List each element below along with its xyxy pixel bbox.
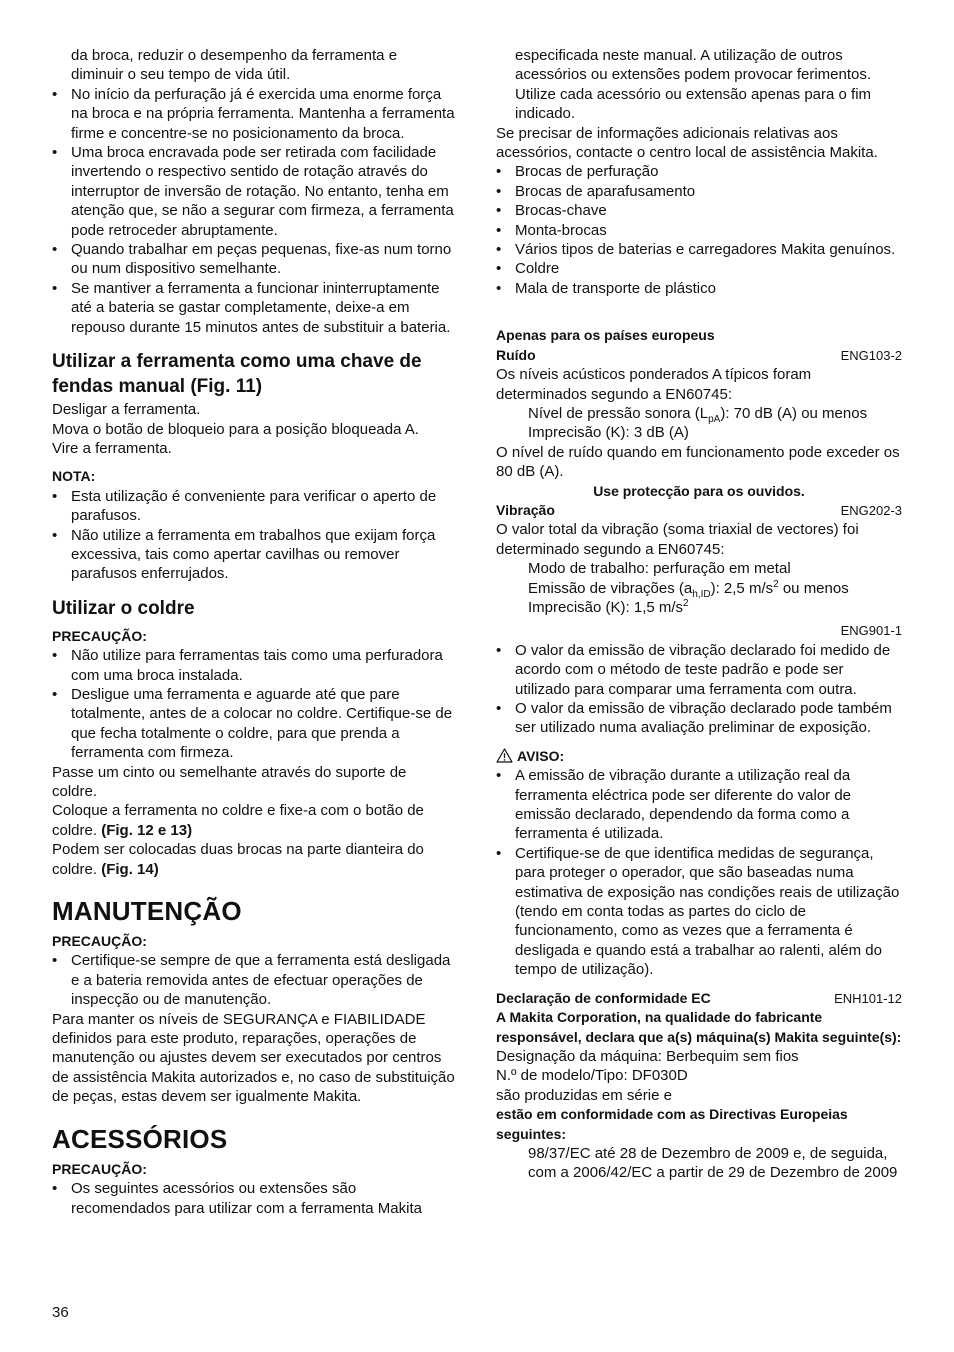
list-item: • O valor da emissão de vibração declarado pode também ser utilizado numa avaliação preliminar de exposição. [496,699,902,738]
caution-label: PRECAUÇÃO: [52,933,147,950]
list-item: • O valor da emissão de vibração declarado foi medido de acordo com o método de teste padrão e pode ser utilizado para comparar uma ferramenta com outra. [496,641,902,699]
paragraph: Passe um cinto ou semelhante através do suporte de coldre. [52,763,407,800]
warning-label: AVISO: [496,747,902,766]
paragraph-line: Vire a ferramenta. [52,439,172,457]
caution-label: PRECAUÇÃO: [52,627,147,644]
code-eng103: ENG103-2 [840,347,902,363]
continued-line-2: diminuir o seu tempo de vida útil. [71,66,291,84]
maintenance-caution-list [52,951,455,1009]
directive-text: 98/37/EC até 28 de Dezembro de 2009 e, de seguida, com a 2006/42/EC a partir de 29 de Dezembro de 2009 [528,1144,898,1182]
work-mode-line: Modo de trabalho: perfuração em metal [528,560,791,578]
caution-label: PRECAUÇÃO: [52,1160,147,1177]
list-item: • No início da perfuração já é exercida uma enorme força na broca e na própria ferramenta. Mantenha a ferramenta firme e concentre-se no posicionamento da broca. [52,85,455,143]
accessories-caution-list [52,1179,455,1218]
heading-holster: Utilizar o coldre [52,597,195,619]
paragraph: O valor total da vibração (soma triaxial de vectores) foi determinado segundo a EN60745: [496,521,859,558]
list-item: • Brocas de aparafusamento [496,182,902,201]
model-type: N.º de modelo/Tipo: DF030D [496,1067,688,1085]
list-item: • Brocas de perfuração [496,162,902,181]
figure-reference: (Fig. 14) [101,860,159,878]
warning-list [496,766,902,979]
vibration-emission-line: Emissão de vibrações $(a_{h,ID})$: 2,5 $m/s^2$ ou menos [528,578,849,600]
right-column [496,46,902,1183]
paragraph-line: Mova o botão de bloqueio para a posição bloqueada A. [52,420,419,438]
declaration-statement: A Makita Corporation, na qualidade do fabricante responsável, declara que a(s) máquina(s) Makita seguinte(s): [496,1009,902,1045]
declaration-heading: ENH101-12 Declaração de conformidade EC [496,989,902,1008]
machine-designation: Designação da máquina: Berbequim sem fios [496,1047,799,1065]
list-item: • Coldre [496,259,902,278]
sound-pressure-line: Nível de pressão sonora $(L_{pA})$: 70 dB (A) ou menos [528,404,868,425]
uncertainty-line: Imprecisão (K): 3 dB (A) [528,424,689,442]
paragraph: Coloque a ferramenta no coldre e fixe-a com o botão de coldre. (Fig. 12 e 13) [52,802,424,839]
code-eng901: ENG901-1 [840,623,902,639]
left-column [52,46,455,1218]
vibration-heading: ENG202-3 Vibração [496,501,902,520]
note-label: NOTA: [52,468,96,485]
list-item: • Uma broca encravada pode ser retirada com facilidade invertendo o respectivo sentido de rotação através do interruptor de inversão de rotação. No entanto, tenha em atenção que, se não a segurar com firmeza, a ferramenta pode retroceder abruptamente. [52,143,455,240]
warning-triangle-icon [496,748,513,763]
list-item: • Vários tipos de baterias e carregadores Makita genuínos. [496,240,902,259]
paragraph: O nível de ruído quando em funcionamento pode exceder os 80 dB (A). [496,443,900,481]
list-item: • Certifique-se de que identifica medidas de segurança, para proteger o operador, que são baseadas numa estimativa de exposição nas condições reais de utilização (tendo em conta todas as partes do ciclo de funcionamento, como as vezes que a ferramenta é desligada e quando está a trabalhar ao ralenti, além do tempo de utilização). [496,844,902,980]
conformity-statement: estão em conformidade com as Directivas Europeias seguintes: [496,1106,848,1142]
drilling-tips-list [52,85,455,337]
noise-heading: ENG103-2 Ruído [496,346,902,365]
eu-only-label: Apenas para os países europeus [496,327,715,344]
code-eng202: ENG202-3 [840,502,902,518]
uncertainty-line: Imprecisão (K): 1,5 $m/s^2$ [528,597,689,616]
note-list [52,487,455,584]
list-item: • Não utilize a ferramenta em trabalhos que exijam força excessiva, tais como apertar cavilhas ou remover parafusos enferrujados. [52,526,455,584]
heading-manual-screwdriver: Utilizar a ferramenta como uma chave de fendas manual (Fig. 11) [52,351,422,398]
list-item: • Desligue uma ferramenta e aguarde até que pare totalmente, antes de a colocar no coldre. Certifique-se de que fecha totalmente o coldre, para que prenda a ferramenta com firmeza. [52,685,455,763]
series-line: são produzidas em série e [496,1086,672,1104]
list-item: • Se mantiver a ferramenta a funcionar ininterruptamente até a bateria se gastar completamente, deixe-a em repouso durante 15 minutos antes de substituir a bateria. [52,279,455,337]
list-item: • Brocas-chave [496,201,902,220]
continued-paragraph: especificada neste manual. A utilização de outros acessórios ou extensões podem provocar ferimentos. Utilize cada acessório ou extensão apenas para o fim indicado. [515,47,872,123]
page-number: 36 [52,1304,69,1321]
list-item: • Esta utilização é conveniente para verificar o aperto de parafusos. [52,487,455,526]
paragraph: Para manter os níveis de SEGURANÇA e FIABILIDADE definidos para este produto, reparações, operações de manutenção ou ajustes devem ser executados por centros de assistência Makita autorizados e, no caso de substituição de peças, estas devem ser igualmente Makita. [52,1010,455,1106]
holster-caution-list [52,646,455,762]
list-item: • Certifique-se sempre de que a ferramenta está desligada e a bateria removida antes de efectuar operações de inspecção ou de manutenção. [52,951,455,1009]
accessories-list [496,162,902,298]
paragraph: Os níveis acústicos ponderados A típicos foram determinados segundo a EN60745: [496,366,812,403]
list-item: • Não utilize para ferramentas tais como uma perfuradora com uma broca instalada. [52,646,455,685]
list-item: • Os seguintes acessórios ou extensões são recomendados para utilizar com a ferramenta Makita [52,1179,455,1218]
vibration-notes-list [496,641,902,738]
continued-line-1: da broca, reduzir o desempenho da ferramenta e [71,47,398,64]
paragraph-line: Desligar a ferramenta. [52,401,201,419]
heading-maintenance: MANUTENÇÃO [52,896,242,927]
figure-reference: (Fig. 12 e 13) [101,821,193,839]
paragraph: Se precisar de informações adicionais relativas aos acessórios, contacte o centro local de assistência Makita. [496,124,878,162]
paragraph: Podem ser colocadas duas brocas na parte dianteira do coldre. (Fig. 14) [52,841,424,878]
list-item: • Quando trabalhar em peças pequenas, fixe-as num torno ou num dispositivo semelhante. [52,240,455,279]
list-item: • Mala de transporte de plástico [496,279,902,298]
list-item: • Monta-brocas [496,221,902,240]
list-item: • A emissão de vibração durante a utilização real da ferramenta eléctrica pode ser diferente do valor de emissão declarado, dependendo da forma como a ferramenta é utilizada. [496,766,902,844]
ear-protection-notice: Use protecção para os ouvidos. [593,482,805,499]
heading-accessories: ACESSÓRIOS [52,1123,228,1154]
code-enh101: ENH101-12 [834,990,902,1006]
